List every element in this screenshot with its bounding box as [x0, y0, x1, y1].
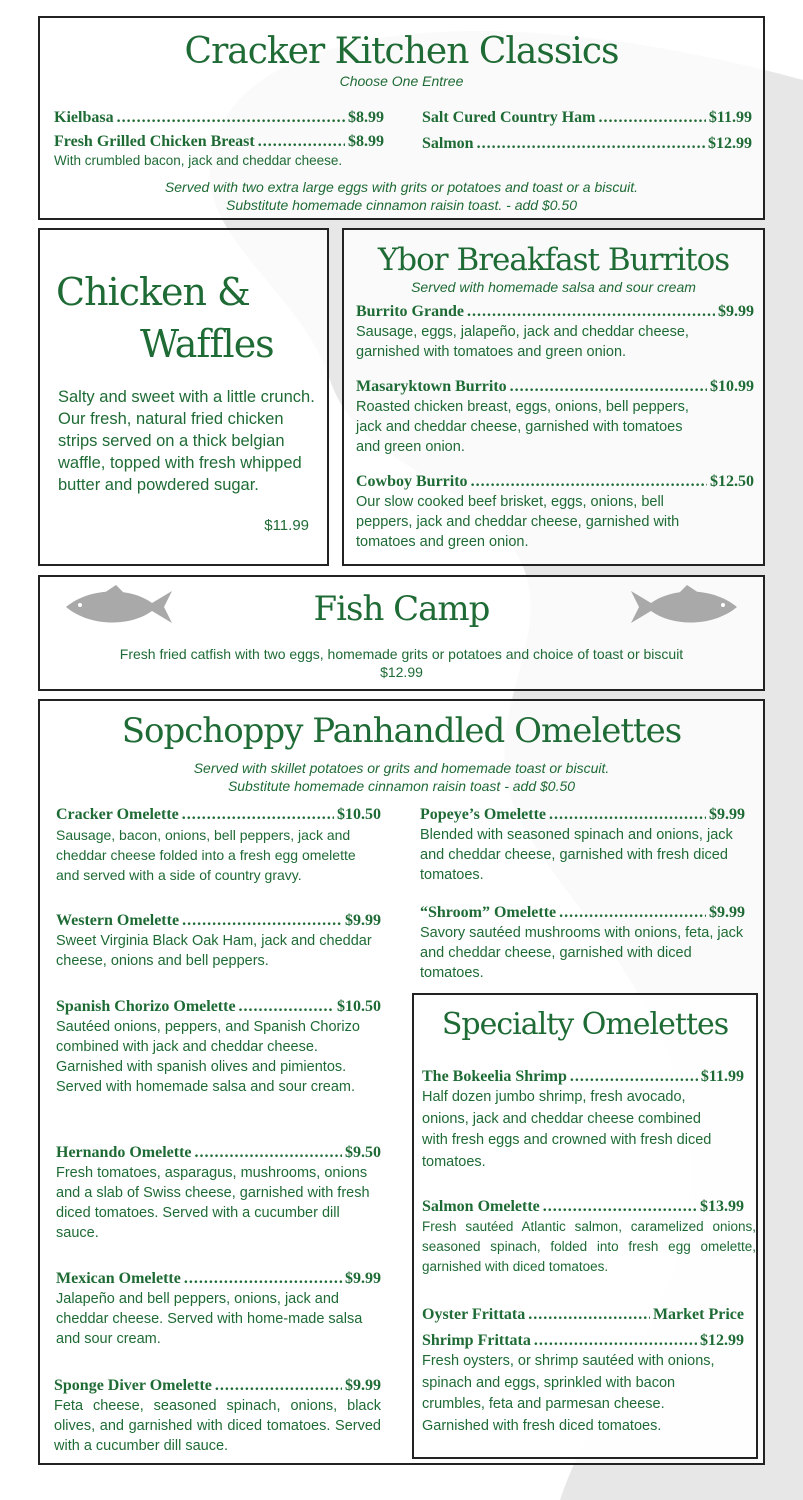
omelettes-title: Sopchoppy Panhandled Omelettes [121, 711, 682, 751]
waffles-price: $11.99 [264, 517, 309, 534]
specialty-section [412, 993, 758, 1459]
item-price: $10.50 [337, 806, 381, 823]
item-name: Salt Cured Country Ham [422, 109, 596, 126]
item-name: Popeye’s Omelette [420, 806, 547, 823]
item-description: Roasted chicken breast, eggs, onions, bell peppers, jack and cheddar cheese, garnished with tomatoes and green onion. [356, 399, 689, 455]
specialty-title: Specialty Omelettes [441, 1007, 729, 1042]
item-header [356, 302, 754, 322]
menu-item-salmon [422, 134, 752, 154]
item-name: Spanish Chorizo Omelette [56, 998, 236, 1015]
classics-note-2: Substitute homemade cinnamon raisin toast. - add $0.50 [226, 197, 577, 213]
fish-icon-left [60, 583, 176, 631]
specialty-item-bokeelia-shrimp [422, 1067, 744, 1173]
specialty-item-shrimp-frittata [422, 1331, 744, 1437]
item-description: Fresh tomatoes, asparagus, mushrooms, onions and a slab of Swiss cheese, garnished with fresh diced tomatoes. Served with a cucumber dill sauce. [56, 1165, 370, 1241]
specialty-item-salmon [422, 1197, 756, 1277]
classics-title: Cracker Kitchen Classics [184, 31, 619, 72]
item-price: $9.50 [345, 1144, 381, 1161]
omelette-item-popeye [420, 805, 745, 885]
waffles-title-line-2: Waffles [140, 322, 274, 366]
item-description: Sausage, eggs, jalapeño, jack and cheddar cheese, garnished with tomatoes and green onion. [356, 324, 689, 360]
classics-section [38, 16, 765, 220]
menu-item-chicken-breast [54, 132, 384, 152]
omelette-item-sponge-diver [54, 1376, 381, 1456]
item-header [356, 377, 754, 397]
item-header [356, 472, 754, 492]
item-price: $9.99 [718, 303, 754, 320]
item-name: “Shroom” Omelette [420, 904, 557, 921]
item-price: $9.99 [345, 912, 381, 929]
item-price: $9.99 [709, 904, 745, 921]
omelette-item-mexican [56, 1269, 381, 1349]
burritos-section [342, 228, 765, 566]
item-name: Salmon Omelette [422, 1198, 540, 1215]
item-price: $10.99 [710, 378, 754, 395]
omelettes-note-1: Served with skillet potatoes or grits and homemade toast or biscuit. [193, 760, 610, 776]
omelette-item-shroom [420, 903, 745, 983]
item-name: Fresh Grilled Chicken Breast [54, 133, 255, 150]
item-description: With crumbled bacon, jack and cheddar cheese. [54, 153, 343, 168]
item-name: Cowboy Burrito [356, 473, 468, 490]
omelette-item-western [56, 911, 381, 971]
omelette-item-spanish-chorizo [56, 997, 381, 1097]
item-description: Fresh oysters, or shrimp sautéed with onions, spinach and eggs, sprinkled with bacon crumbles, feta and parmesan cheese. Garnished with fresh diced tomatoes. [422, 1353, 715, 1434]
item-name: The Bokeelia Shrimp [422, 1068, 567, 1085]
item-price: $12.50 [710, 473, 754, 490]
item-name: Kielbasa [54, 109, 114, 126]
burrito-item-grande [356, 302, 754, 362]
item-header [422, 1067, 744, 1087]
item-description: Our slow cooked beef brisket, eggs, onions, bell peppers, jack and cheddar cheese, garnished with tomatoes and green onion. [356, 494, 680, 550]
item-description: Sautéed onions, peppers, and Spanish Chorizo combined with jack and cheddar cheese. Garnished with spanish olives and pimientos. Served with homemade salsa and sour cream. [56, 1019, 360, 1095]
item-name: Salmon [422, 135, 474, 152]
item-description: Blended with seasoned spinach and onions, jack and cheddar cheese, garnished with fresh diced tomatoes. [420, 827, 733, 883]
item-price: $8.99 [348, 109, 384, 126]
burrito-item-cowboy [356, 472, 754, 552]
omelettes-section [38, 699, 765, 1465]
classics-right-column [422, 108, 752, 154]
waffles-title-line-1: Chicken & [56, 270, 250, 314]
fish-camp-description: Fresh fried catfish with two eggs, homemade grits or potatoes and choice of toast or biscuit [119, 646, 684, 662]
item-header [56, 997, 381, 1017]
menu-item-country-ham [422, 108, 752, 128]
item-price: $11.99 [700, 1068, 744, 1085]
omelette-item-hernando [56, 1143, 381, 1243]
item-header [420, 903, 745, 923]
item-description: Feta cheese, seasoned spinach, onions, black olives, and garnished with diced tomatoes. Served with a cucumber dill sauce. [54, 1398, 381, 1454]
item-name: Sponge Diver Omelette [54, 1377, 212, 1394]
item-header [420, 805, 745, 825]
item-header [54, 1376, 381, 1396]
item-header [422, 1305, 744, 1325]
fish-icon-right [627, 583, 743, 631]
item-name: Cracker Omelette [56, 806, 179, 823]
item-name: Oyster Frittata [422, 1306, 526, 1323]
item-description: Half dozen jumbo shrimp, fresh avocado, onions, jack and cheddar cheese combined with fresh eggs and crowned with fresh diced tomatoes. [422, 1089, 712, 1170]
menu-item-kielbasa [54, 108, 384, 128]
classics-subtitle: Choose One Entree [339, 73, 464, 89]
burritos-subtitle: Served with homemade salsa and sour cream [411, 279, 696, 295]
item-price: $12.99 [708, 135, 752, 152]
item-header [56, 805, 381, 825]
item-name: Hernando Omelette [56, 1144, 192, 1161]
item-price: $13.99 [700, 1198, 744, 1215]
item-name: Mexican Omelette [56, 1270, 181, 1287]
item-header [56, 911, 381, 931]
waffles-description: Salty and sweet with a little crunch. Our fresh, natural fried chicken strips served on a thick belgian waffle, topped with fresh whipped butter and powdered sugar. [58, 388, 315, 494]
item-price: $9.99 [345, 1377, 381, 1394]
fish-camp-section [38, 575, 765, 691]
item-header [422, 1331, 744, 1351]
item-description: Jalapeño and bell peppers, onions, jack and cheddar cheese. Served with home-made salsa and sour cream. [56, 1291, 363, 1347]
item-price: $8.99 [348, 133, 384, 150]
classics-note-1: Served with two extra large eggs with grits or potatoes and toast or a biscuit. [164, 179, 639, 195]
item-price: $11.99 [708, 109, 752, 126]
item-price: $10.50 [337, 998, 381, 1015]
item-price: $9.99 [345, 1270, 381, 1287]
fish-camp-title: Fish Camp [313, 589, 490, 629]
item-price: $12.99 [700, 1332, 744, 1349]
specialty-item-oyster-frittata [422, 1305, 744, 1325]
item-description: Sweet Virginia Black Oak Ham, jack and cheddar cheese, onions and bell peppers. [56, 933, 372, 969]
item-name: Burrito Grande [356, 303, 464, 320]
item-description: Savory sautéed mushrooms with onions, feta, jack and cheddar cheese, garnished with diced tomatoes. [420, 925, 744, 981]
item-header [422, 1197, 744, 1217]
waffles-section [38, 228, 329, 566]
burrito-item-masaryktown [356, 377, 754, 457]
omelettes-note-2: Substitute homemade cinnamon raisin toast - add $0.50 [227, 778, 576, 794]
item-header [56, 1143, 381, 1163]
item-header [56, 1269, 381, 1289]
item-name: Masaryktown Burrito [356, 378, 507, 395]
fish-camp-price: $12.99 [380, 664, 423, 680]
omelette-item-cracker [56, 805, 381, 885]
item-description: Fresh sautéed Atlantic salmon, caramelized onions, seasoned spinach, folded into fresh egg omelette, garnished with diced tomatoes. [422, 1219, 756, 1274]
item-price: $9.99 [709, 806, 745, 823]
burritos-title: Ybor Breakfast Burritos [377, 242, 730, 278]
item-name: Western Omelette [56, 912, 180, 929]
item-name: Shrimp Frittata [422, 1332, 531, 1349]
item-description: Sausage, bacon, onions, bell peppers, jack and cheddar cheese folded into a fresh egg omelette and served with a side of country gravy. [56, 827, 356, 883]
item-price: Market Price [652, 1306, 744, 1323]
classics-left-column [54, 108, 384, 170]
